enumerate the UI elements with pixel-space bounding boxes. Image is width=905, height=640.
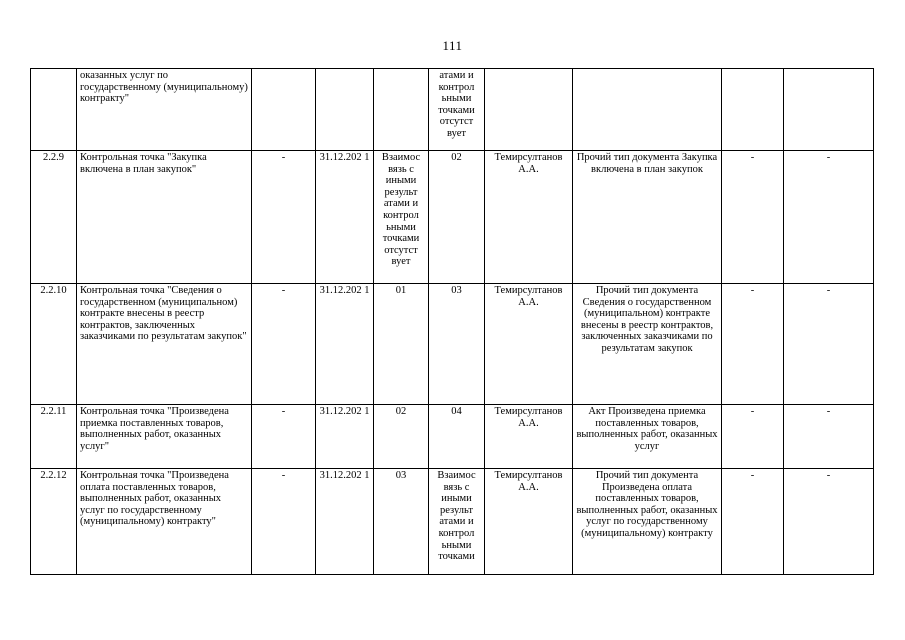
status: - <box>784 151 874 284</box>
predecessor: 01 <box>374 284 429 405</box>
status: - <box>784 284 874 405</box>
start-date: - <box>252 469 316 575</box>
page-number: 111 <box>442 38 463 53</box>
row-number: 2.2.12 <box>31 469 77 575</box>
document-type: Прочий тип документа Закупка включена в план закупок <box>573 151 722 284</box>
row-number <box>31 69 77 151</box>
end-date: 31.12.202 1 <box>316 405 374 469</box>
successor: 03 <box>429 284 485 405</box>
document-type <box>573 69 722 151</box>
successor: атами и контрол ьными точками отсутст вует <box>429 69 485 151</box>
control-points-table <box>30 68 874 575</box>
predecessor <box>374 69 429 151</box>
start-date: - <box>252 151 316 284</box>
control-point-name: Контрольная точка "Закупка включена в план закупок" <box>77 151 252 284</box>
info-system: - <box>722 405 784 469</box>
status: - <box>784 405 874 469</box>
table-row <box>31 69 874 151</box>
control-point-name: оказанных услуг по государственному (муниципальному) контракту" <box>77 69 252 151</box>
responsible <box>485 69 573 151</box>
row-number: 2.2.10 <box>31 284 77 405</box>
responsible: Темирсултанов А.А. <box>485 405 573 469</box>
info-system: - <box>722 284 784 405</box>
start-date: - <box>252 405 316 469</box>
status: - <box>784 469 874 575</box>
table-row <box>31 469 874 575</box>
predecessor: 02 <box>374 405 429 469</box>
responsible: Темирсултанов А.А. <box>485 469 573 575</box>
row-number: 2.2.9 <box>31 151 77 284</box>
successor: 04 <box>429 405 485 469</box>
end-date <box>316 69 374 151</box>
successor: Взаимос вязь с иными результ атами и контрол ьными точками <box>429 469 485 575</box>
predecessor: 03 <box>374 469 429 575</box>
table-row <box>31 284 874 405</box>
control-point-name: Контрольная точка "Произведена приемка поставленных товаров, выполненных работ, оказанных услуг" <box>77 405 252 469</box>
end-date: 31.12.202 1 <box>316 469 374 575</box>
predecessor: Взаимос вязь с иными результ атами и контрол ьными точками отсутст вует <box>374 151 429 284</box>
control-point-name: Контрольная точка "Сведения о государственном (муниципальном) контракте внесены в реестр контрактов, заключенных заказчиками по результатам закупок" <box>77 284 252 405</box>
info-system: - <box>722 469 784 575</box>
info-system <box>722 69 784 151</box>
document-type: Акт Произведена приемка поставленных товаров, выполненных работ, оказанных услуг <box>573 405 722 469</box>
status <box>784 69 874 151</box>
responsible: Темирсултанов А.А. <box>485 284 573 405</box>
control-point-name: Контрольная точка "Произведена оплата поставленных товаров, выполненных работ, оказанных услуг по государственному (муниципальному) контракту" <box>77 469 252 575</box>
successor: 02 <box>429 151 485 284</box>
start-date: - <box>252 284 316 405</box>
end-date: 31.12.202 1 <box>316 151 374 284</box>
info-system: - <box>722 151 784 284</box>
row-number: 2.2.11 <box>31 405 77 469</box>
table-row <box>31 405 874 469</box>
start-date <box>252 69 316 151</box>
document-type: Прочий тип документа Произведена оплата поставленных товаров, выполненных работ, оказанных услуг по государственному (муниципальному) контракту <box>573 469 722 575</box>
table-row <box>31 151 874 284</box>
document-type: Прочий тип документа Сведения о государственном (муниципальном) контракте внесены в реестр контрактов, заключенных заказчиками по результатам закупок <box>573 284 722 405</box>
end-date: 31.12.202 1 <box>316 284 374 405</box>
responsible: Темирсултанов А.А. <box>485 151 573 284</box>
